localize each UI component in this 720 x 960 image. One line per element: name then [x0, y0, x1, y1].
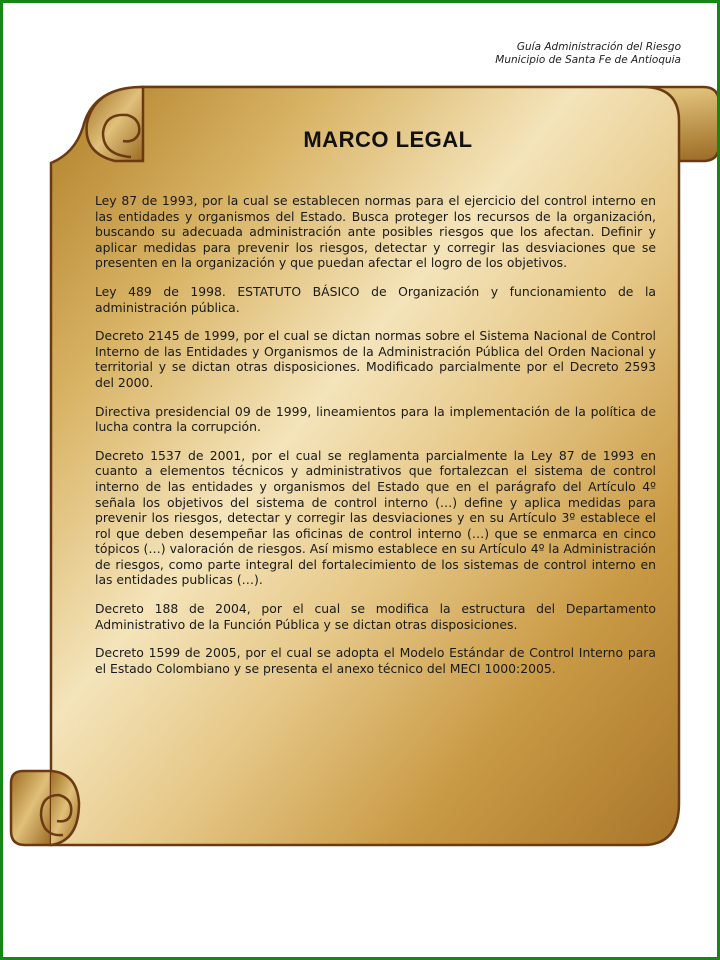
scroll-top-curl	[87, 87, 143, 161]
paragraph-directiva-09-1999: Directiva presidencial 09 de 1999, lineamientos para la implementación de la política de lucha contra la corrupción.	[95, 403, 656, 435]
legal-framework-text	[95, 193, 656, 689]
paragraph-decreto-2145-1999: Decreto 2145 de 1999, por el cual se dictan normas sobre el Sistema Nacional de Control Interno de las Entidades y Organismos de la Administración Pública del Orden Nacional y territorial y se dictan otras disposiciones. Modificado parcialmente por el Decreto 2593 del 2000.	[95, 328, 656, 390]
header-guide-title: Guía Administración del Riesgo	[516, 41, 681, 53]
header-municipality: Municipio de Santa Fe de Antioquia	[495, 54, 681, 66]
paragraph-decreto-1537-2001: Decreto 1537 de 2001, por el cual se reglamenta parcialmente la Ley 87 de 1993 en cuanto a elementos técnicos y administrativos que fortalezcan el sistema de control interno de las entidades y organismos del Estado que en el parágrafo del Artículo 4º señala los objetivos del sistema de control interno (…) define y aplica medidas para prevenir los riesgos, detectar y corregir las desviaciones y en su Artículo 3º establece el rol que deben desempeñar las oficinas de control interno (…) que se enmarca en cinco tópicos (…) valoración de riesgos. Así mismo establece en su Artículo 4º la Administración de riesgos, como parte integral del fortalecimiento de los sistemas de control interno en las entidades publicas (…).	[95, 447, 656, 588]
paragraph-ley-87-1993: Ley 87 de 1993, por la cual se establecen normas para el ejercicio del control interno en las entidades y organismos del Estado. Busca proteger los recursos de la organización, buscando su adecuada administración ante posibles riesgos que los afectan. Definir y aplicar medidas para prevenir los riesgos, detectar y corregir las desviaciones que se presenten en la organización y que puedan afectar el logro de los objetivos.	[95, 193, 656, 271]
scroll-bottom-curl	[11, 771, 79, 845]
section-title: MARCO LEGAL	[303, 127, 473, 152]
paragraph-decreto-188-2004: Decreto 188 de 2004, por el cual se modifica la estructura del Departamento Administrativo de la Función Pública y se dictan otras disposiciones.	[95, 601, 656, 632]
paragraph-ley-489-1998: Ley 489 de 1998. ESTATUTO BÁSICO de Organización y funcionamiento de la administración pública.	[95, 283, 656, 315]
paragraph-decreto-1599-2005: Decreto 1599 de 2005, por el cual se adopta el Modelo Estándar de Control Interno para el Estado Colombiano y se presenta el anexo técnico del MECI 1000:2005.	[95, 645, 656, 676]
